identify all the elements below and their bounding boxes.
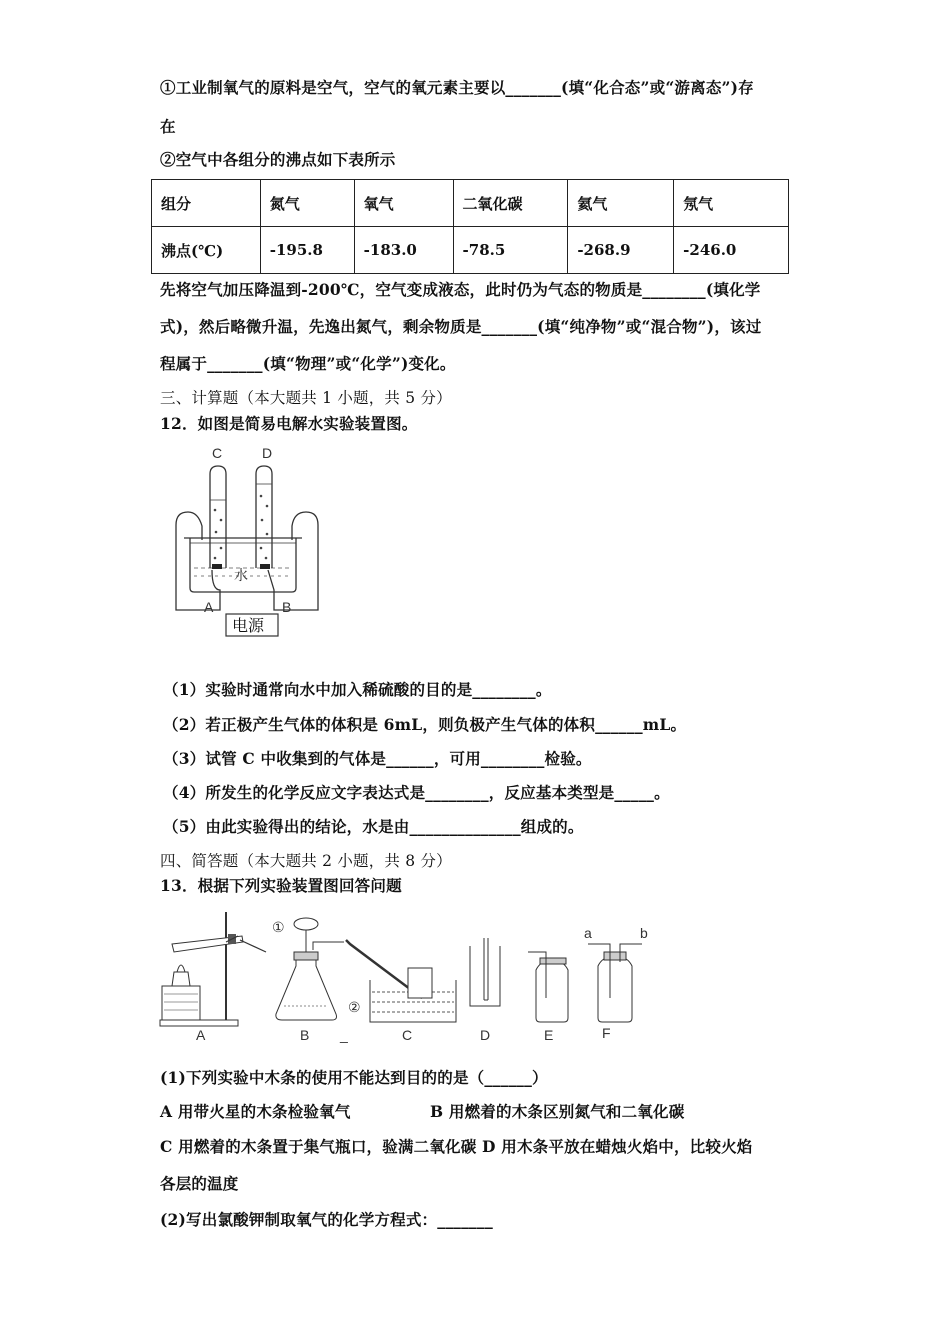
table-cell: 二氧化碳 (453, 180, 568, 227)
q12-item-2: （2）若正极产生气体的体积是 6mL，则负极产生气体的体积______mL。 (163, 715, 687, 734)
table-cell: 氦气 (568, 180, 674, 227)
q13-sub-1: (1)下列实验中木条的使用不能达到目的的是（______） (160, 1068, 548, 1087)
tube-d-label: D (262, 445, 273, 461)
q13-option-c-cont: 各层的温度 (160, 1174, 239, 1193)
lab-apparatus-diagram (158, 906, 658, 1046)
q11-statement-1-cont: 在 (160, 117, 176, 136)
table-cell: -268.9 (568, 227, 674, 274)
q11-paragraph-2: 式)，然后略微升温，先逸出氮气，剩余物质是_______(填“纯净物”或“混合物”)，该过 (160, 317, 762, 336)
apparatus-d (470, 938, 500, 1043)
q11-statement-2: ②空气中各组分的沸点如下表所示 (160, 150, 396, 169)
label-2: ② (348, 999, 361, 1015)
q12-item-4: （4）所发生的化学反应文字表达式是________，反应基本类型是_____。 (163, 783, 670, 802)
apparatus-e-label: E (544, 1027, 554, 1043)
apparatus-b (272, 918, 348, 1043)
q12-item-5: （5）由此实验得出的结论，水是由______________组成的。 (163, 817, 584, 836)
q13-title: 13．根据下列实验装置图回答问题 (160, 876, 402, 895)
q11-paragraph-1: 先将空气加压降温到-200℃，空气变成液态，此时仍为气态的物质是________(填化学 (160, 280, 761, 299)
label-1: ① (272, 919, 285, 935)
apparatus-d-label: D (480, 1027, 491, 1043)
water-label: 水 (234, 567, 248, 583)
table-cell: 氧气 (354, 180, 453, 227)
section-3-heading: 三、计算题（本大题共 1 小题，共 5 分） (160, 389, 452, 407)
q12-title: 12．如图是简易电解水实验装置图。 (160, 414, 418, 433)
q13-option-b: B 用燃着的木条区别氮气和二氧化碳 (430, 1102, 685, 1121)
electrolysis-diagram (168, 440, 328, 640)
table-cell: 组分 (152, 180, 261, 227)
table-cell: -195.8 (260, 227, 354, 274)
section-4-heading: 四、简答题（本大题共 2 小题，共 8 分） (160, 852, 452, 870)
table-cell: 氮气 (260, 180, 354, 227)
apparatus-f-label: F (602, 1025, 611, 1041)
label-a: a (584, 925, 592, 941)
table-cell: 氖气 (674, 180, 789, 227)
q11-paragraph-3: 程属于_______(填“物理”或“化学”)变化。 (160, 354, 456, 373)
table-cell: 沸点(℃) (152, 227, 261, 274)
electrode-a-label: A (204, 599, 214, 615)
q12-item-1: （1）实验时通常向水中加入稀硫酸的目的是________。 (163, 680, 552, 699)
power-label: 电源 (232, 616, 265, 635)
apparatus-b-label: B (300, 1027, 310, 1043)
q12-item-3: （3）试管 C 中收集到的气体是______，可用________检验。 (163, 749, 592, 768)
apparatus-f (584, 925, 648, 1041)
boiling-point-table (151, 179, 789, 274)
table-row (152, 227, 789, 274)
table-cell: -246.0 (674, 227, 789, 274)
tube-c-label: C (212, 445, 223, 461)
table-cell: -78.5 (453, 227, 568, 274)
electrode-b-label: B (282, 599, 292, 615)
q13-option-c: C 用燃着的木条置于集气瓶口，验满二氧化碳 D 用木条平放在蜡烛火焰中，比较火焰 (160, 1137, 753, 1156)
apparatus-c-label: C (402, 1027, 413, 1043)
q13-sub-2: (2)写出氯酸钾制取氧气的化学方程式：_______ (160, 1210, 493, 1229)
label-b: b (640, 925, 648, 941)
apparatus-e (528, 952, 568, 1043)
apparatus-a-label: A (196, 1027, 206, 1043)
q11-statement-1: ①工业制氧气的原料是空气，空气的氧元素主要以_______(填“化合态”或“游离态”)存 (160, 78, 754, 97)
dash-mark: _ (340, 1027, 348, 1043)
q13-option-a: A 用带火星的木条检验氧气 (160, 1102, 351, 1121)
table-header-row (152, 180, 789, 227)
table-cell: -183.0 (354, 227, 453, 274)
apparatus-c (346, 940, 456, 1043)
apparatus-a (160, 912, 266, 1043)
